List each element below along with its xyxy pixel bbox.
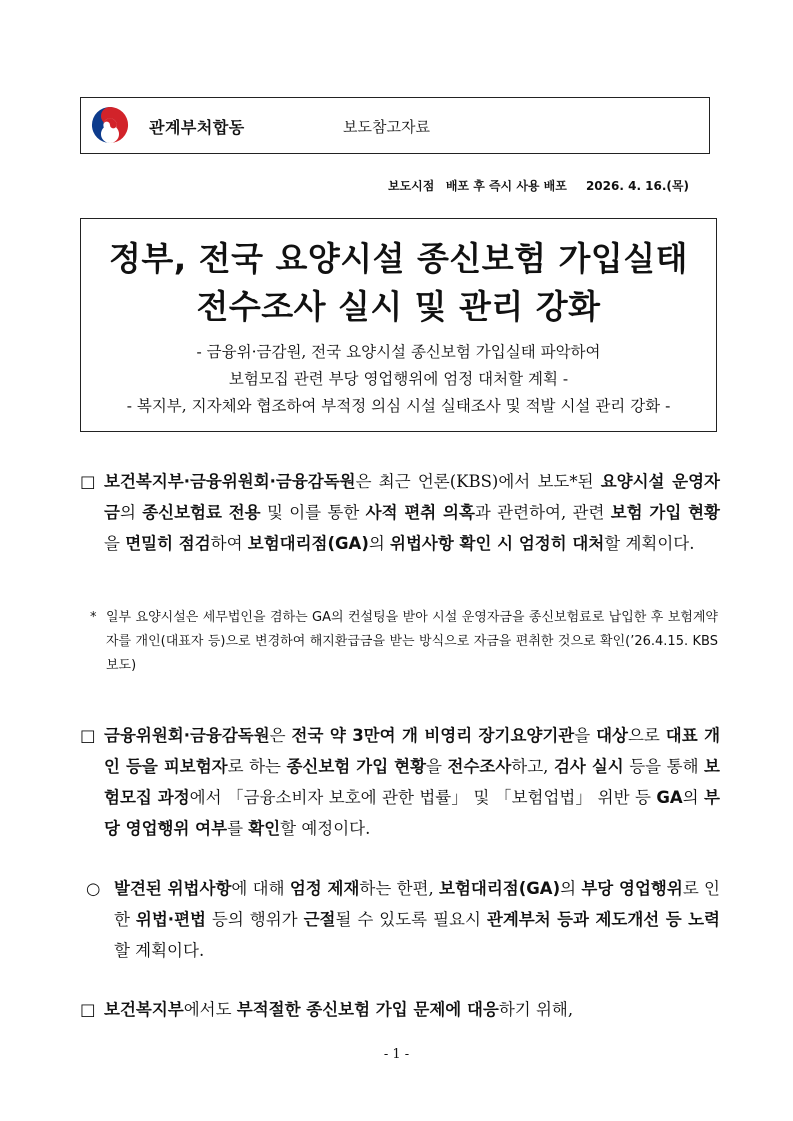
subtitle-line-3: - 복지부, 지자체와 협조하여 부적정 의심 시설 실태조사 및 적발 시설 관리 강화 -	[126, 397, 671, 415]
subtitle	[81, 339, 716, 420]
title-line-2: 전수조사 실시 및 관리 강화	[196, 287, 601, 326]
footnote-text: 일부 요양시설은 세무법인을 겸하는 GA의 컨설팅을 받아 시설 운영자금을 종신보험료로 납입한 후 보험계약자를 개인(대표자 등)으로 변경하여 해지환급금을 받는 방식으로 자금을 편취한 것으로 확인(’26.4.15. KBS보도)	[106, 610, 718, 673]
footnote	[90, 606, 718, 678]
paragraph-3-text: 보건복지부에서도 부적절한 종신보험 가입 문제에 대응하기 위해,	[104, 1000, 574, 1019]
subtitle-line-1: - 금융위·금감원, 전국 요양시설 종신보험 가입실태 파악하여	[196, 343, 601, 361]
page-number: - 1 -	[383, 1047, 410, 1062]
release-info	[388, 177, 689, 194]
square-bullet: □	[80, 472, 96, 491]
title-box	[80, 218, 717, 432]
subtitle-line-2: 보험모집 관련 부당 영업행위에 엄정 대처할 계획 -	[228, 370, 569, 388]
circle-bullet: ○	[86, 879, 101, 898]
paragraph-2-text: 금융위원회·금융감독원은 전국 약 3만여 개 비영리 장기요양기관을 대상으로 대표 개인 등을 피보험자로 하는 종신보험 가입 현황을 전수조사하고, 검사 실시 등을 통해 보험모집 과정에서 「금융소비자 보호에 관한 법률」 및 「보험업법」 위반 등 GA의 부당 영업행위 여부를 확인할 예정이다.	[104, 726, 721, 838]
document-type: 보도참고자료	[343, 118, 430, 136]
paragraph-1	[80, 466, 720, 559]
asterisk-mark: *	[90, 610, 97, 625]
paragraph-1-text: 보건복지부·금융위원회·금융감독원은 최근 언론(KBS)에서 보도*된 요양시설 운영자금의 종신보험료 전용 및 이를 통한 사적 편취 의혹과 관련하여, 관련 보험 가입 현황을 면밀히 점검하여 보험대리점(GA)의 위법사항 확인 시 엄정히 대처할 계획이다.	[104, 472, 721, 553]
release-label: 보도시점	[388, 179, 435, 193]
page-title	[81, 235, 716, 331]
square-bullet: □	[80, 1000, 96, 1019]
org-name: 관계부처합동	[149, 118, 245, 137]
paragraph-2	[80, 720, 720, 844]
release-date: 2026. 4. 16.(목)	[585, 179, 689, 193]
sub-item-1-text: 발견된 위법사항에 대해 엄정 제재하는 한편, 보험대리점(GA)의 부당 영업행위로 인한 위법·편법 등의 행위가 근절될 수 있도록 필요시 관계부처 등과 제도개선 등 노력할 계획이다.	[114, 879, 720, 960]
title-line-1: 정부, 전국 요양시설 종신보험 가입실태	[108, 239, 689, 278]
header-box	[80, 97, 710, 154]
sub-item-1	[86, 873, 720, 966]
paragraph-3	[80, 994, 720, 1025]
government-emblem-icon	[91, 106, 129, 144]
release-value: 배포 후 즉시 사용 배포	[445, 179, 567, 193]
square-bullet: □	[80, 726, 96, 745]
